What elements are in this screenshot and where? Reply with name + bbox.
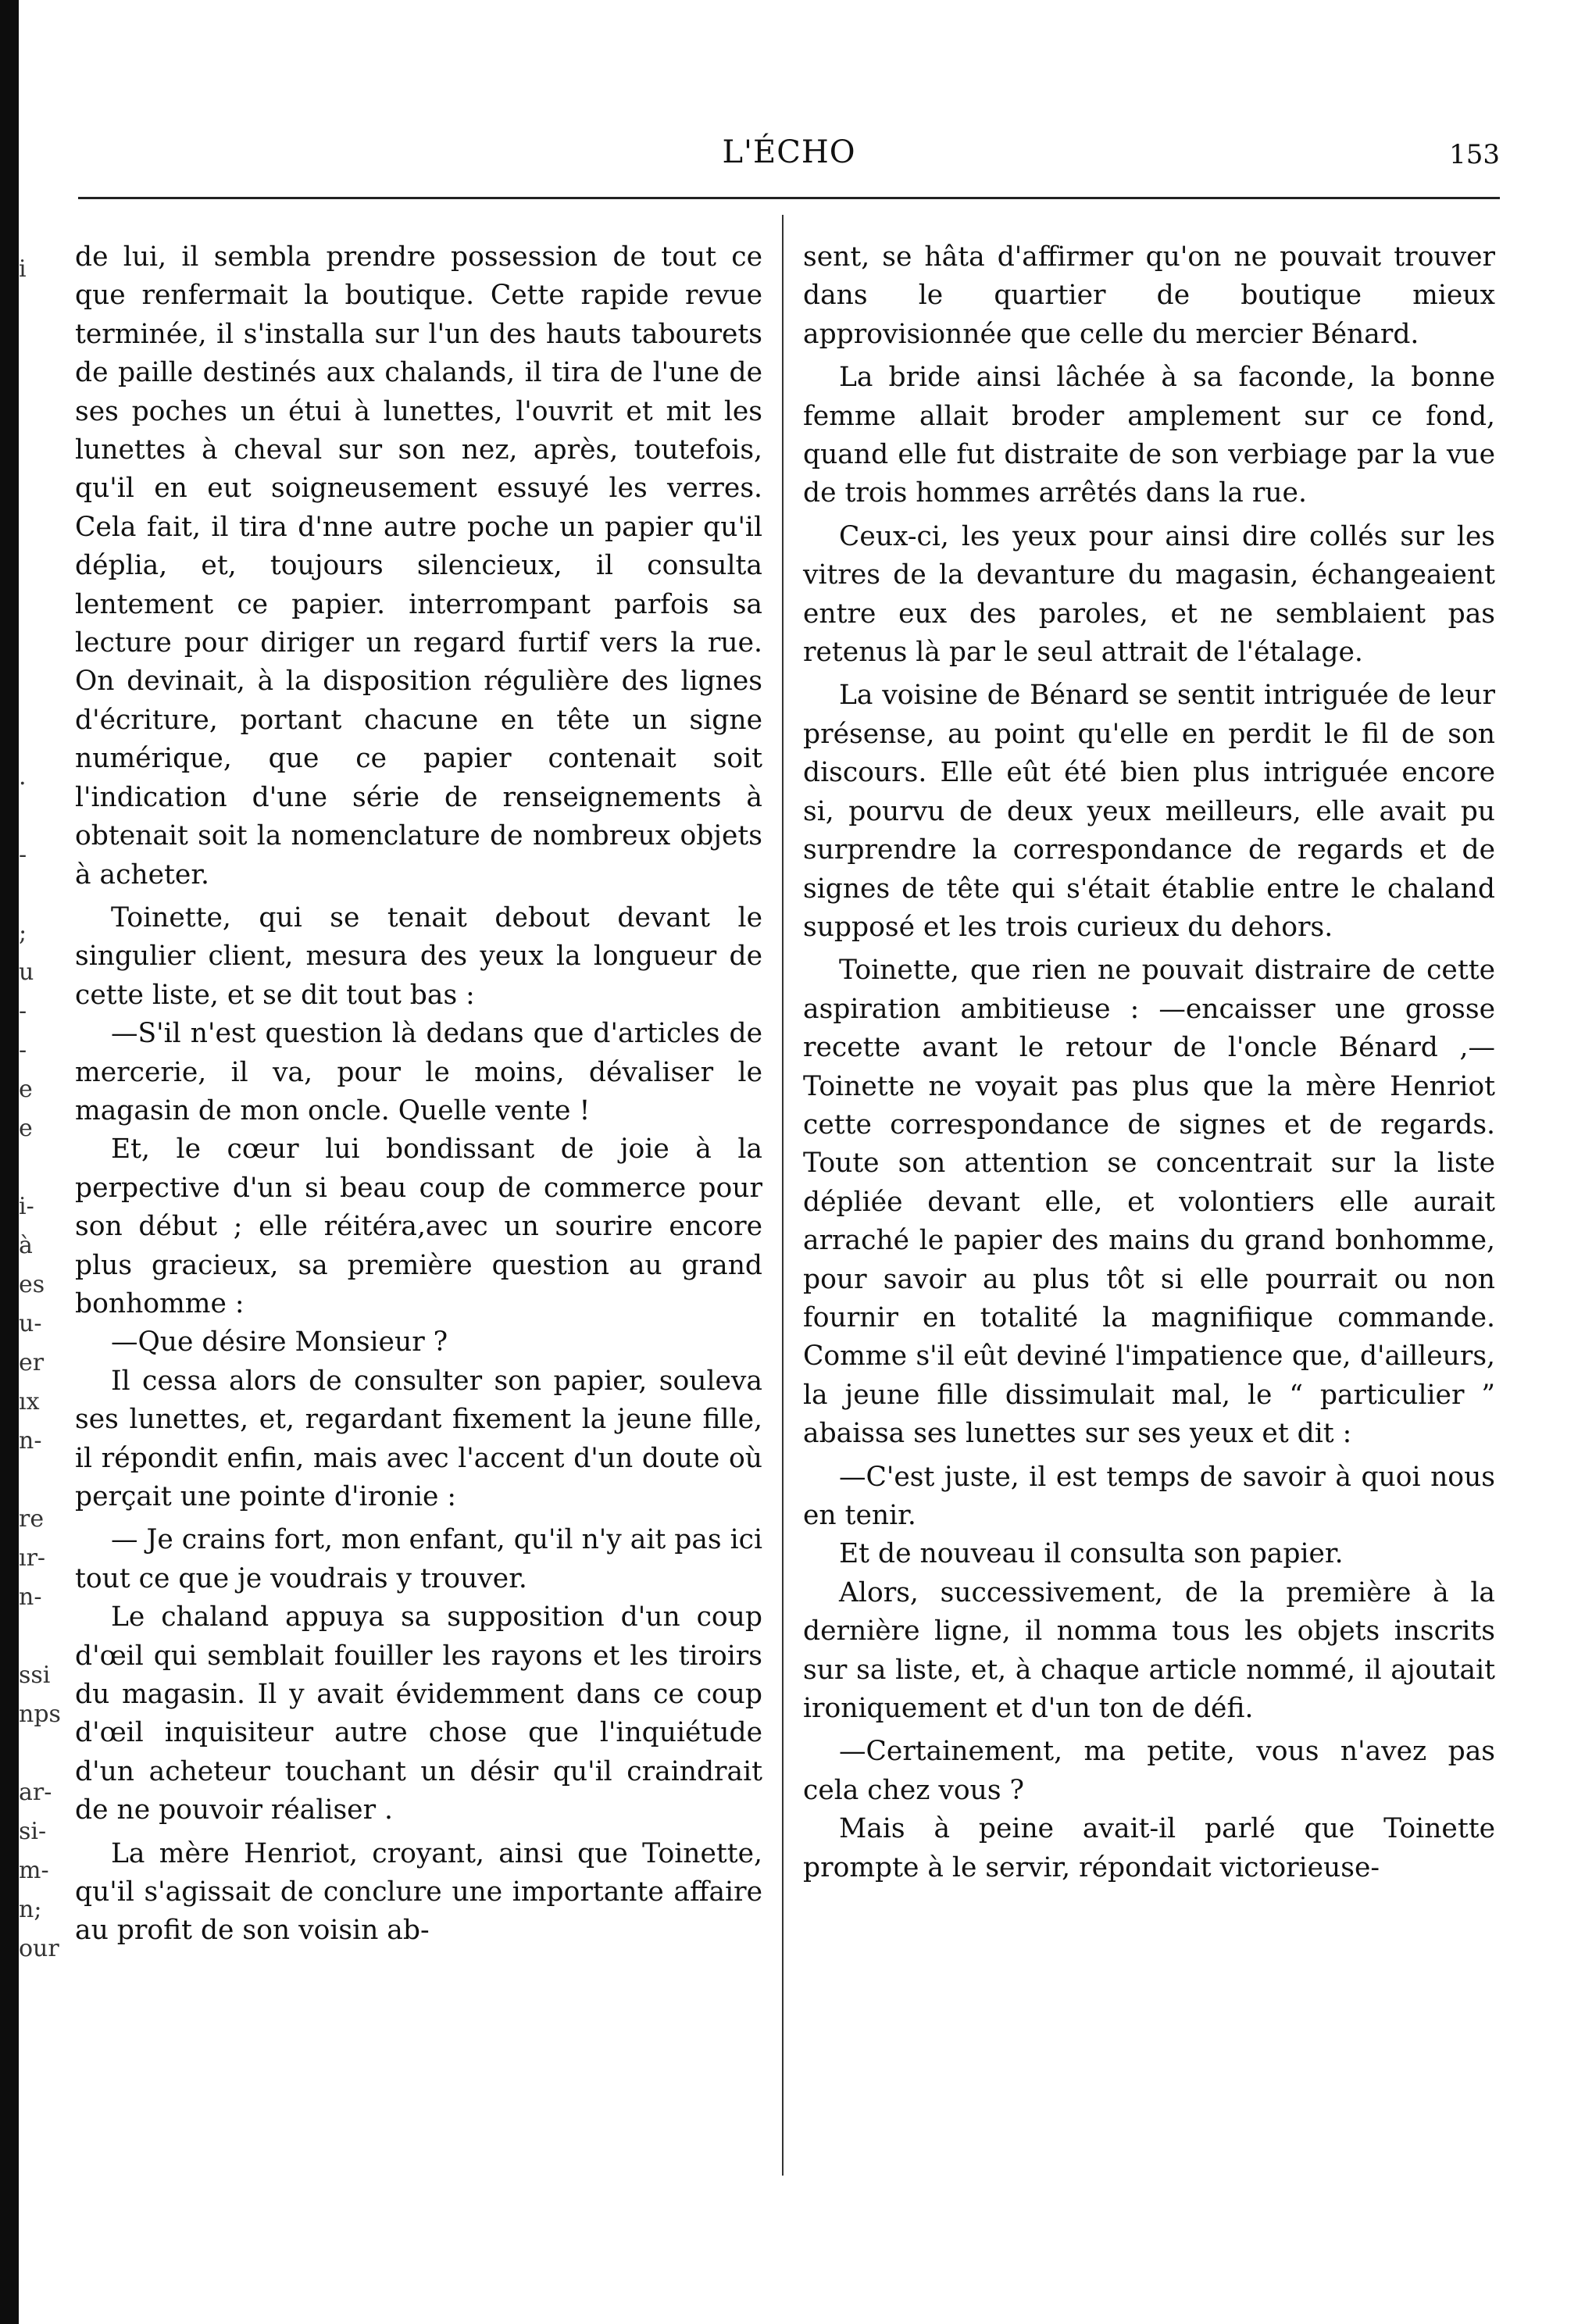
- fragment-line: e: [19, 1115, 33, 1142]
- fragment-line: [19, 1461, 47, 1500]
- paragraph: de lui, il sembla prendre possession de tout ce que renfermait la boutique. Cette rapide revue terminée, il s'installa sur l'un des hauts tabourets de paille destinés aux chalands, il tira de l'une de ses poches un étui à lunettes, l'ouvrit et mit les lunettes à cheval sur son nez, après, toutefois, qu'il en eut soigneusement essuyé les verres. Cela fait, il tira d'nne autre poche un papier qu'il déplia, et, toujours silencieux, il consulta lentement ce papier. interrompant parfois sa lecture pour diriger un regard furtif vers la rue. On devinait, à la disposition régulière des lignes d'écriture, portant chacune en tête un signe numérique, que ce papier contenait soit l'indication d'une série de renseignements à obtenait soit la nomenclature de nombreux objets à acheter.: [75, 241, 762, 891]
- fragment-line: si-: [19, 1818, 47, 1845]
- paragraph: Et, le cœur lui bondissant de joie à la perpective d'un si beau coup de commerce pour son début ; elle réitéra,avec un sourire encore plus gracieux, sa première question au grand bonhomme :: [75, 1133, 762, 1319]
- fragment-line: [19, 875, 47, 914]
- fragment-line: our: [19, 1935, 59, 1962]
- fragment-line: n;: [19, 1896, 42, 1923]
- fragment-line: -: [19, 1037, 27, 1064]
- fragment-line: i-: [19, 1193, 34, 1220]
- column-divider: [782, 215, 784, 2176]
- fragment-line: .: [19, 763, 27, 791]
- fragment-line: -: [19, 998, 27, 1025]
- paragraph: — Je crains fort, mon enfant, qu'il n'y ait pas ici tout ce que je voudrais y trouver.: [75, 1524, 762, 1594]
- fragment-line: es: [19, 1271, 45, 1298]
- fragment-line: [19, 641, 47, 680]
- paragraph: Et de nouveau il consulta son papier.: [839, 1538, 1344, 1570]
- fragment-line: [19, 680, 47, 719]
- fragment-line: [19, 484, 47, 523]
- fragment-line: ıx: [19, 1388, 40, 1415]
- paragraph: Il cessa alors de consulter son papier, souleva ses lunettes, et, regardant fixement la jeune fille, il répondit enfin, mais avec l'accent d'un doute où perçait une pointe d'ironie :: [75, 1365, 762, 1512]
- paragraph: —C'est juste, il est temps de savoir à quoi nous en tenir.: [803, 1461, 1495, 1531]
- fragment-line: [19, 1617, 47, 1656]
- paragraph: Toinette, qui se tenait debout devant le singulier client, mesura des yeux la longueur de cette liste, et se dit tout bas :: [75, 901, 762, 1011]
- fragment-line: [19, 562, 47, 602]
- fragment-line: [19, 328, 47, 367]
- paragraph: —S'il n'est question là dedans que d'articles de mercerie, il va, pour le moins, dévaliser le magasin de mon oncle. Quelle vente !: [75, 1018, 762, 1126]
- fragment-line: i: [19, 255, 27, 283]
- fragment-line: ır-: [19, 1544, 46, 1572]
- paragraph: Alors, successivement, de la première à la dernière ligne, il nomma tous les objets inscrits sur sa liste, et, à chaque article nommé, il ajoutait ironiquement et d'un ton de défi.: [803, 1576, 1495, 1725]
- paragraph: Toinette, que rien ne pouvait distraire de cette aspiration ambitieuse : —encaisser une grosse recette avant le retour de l'oncle Bénard ,—Toinette ne voyait pas plus que la mère Henriot cette correspondance de signes et de regards. Toute son attention se concentrait sur la liste dépliée devant elle, et volontiers elle aurait arraché le papier des mains du grand bonhomme, pour savoir au plus tôt si elle pourrait ou non fournir en totalité la magnifiique commande. Comme s'il eût deviné l'impatience que, d'ailleurs, la jeune fille dissimulait mal, le “ particulier ” abaissa ses lunettes sur ses yeux et dit :: [803, 955, 1495, 1450]
- fragment-line: ar-: [19, 1779, 52, 1806]
- fragment-line: er: [19, 1349, 45, 1376]
- paragraph: sent, se hâta d'affirmer qu'on ne pouvait trouver dans le quartier de boutique mieux approvisionnée que celle du mercier Bénard.: [803, 241, 1495, 350]
- fragment-line: [19, 445, 47, 484]
- fragment-line: -: [19, 841, 27, 869]
- fragment-line: n-: [19, 1583, 42, 1611]
- paragraph: La voisine de Bénard se sentit intriguée de leur présense, au point qu'elle en perdit le fil de son discours. Elle eût été bien plus intriguée encore si, pourvu de deux yeux meilleurs, elle avait pu surprendre la correspondance de regards et de signes de tête qui s'était établie entre le chaland supposé et les trois curieux du dehors.: [803, 680, 1495, 943]
- fragment-line: e: [19, 1076, 33, 1103]
- page-header: [78, 125, 1500, 172]
- fragment-line: [19, 289, 47, 328]
- left-column: [75, 238, 762, 2168]
- fragment-line: [19, 719, 47, 758]
- fragment-line: [19, 797, 47, 836]
- paragraph: Ceux-ci, les yeux pour ainsi dire collés sur les vitres de la devanture du magasin, échangeaient entre eux des paroles, et ne semblaient pas retenus là par le seul attrait de l'étalage.: [803, 520, 1495, 669]
- header-rule: [78, 197, 1500, 199]
- fragment-line: n-: [19, 1427, 42, 1455]
- fragment-line: à: [19, 1232, 33, 1259]
- fragment-line: m-: [19, 1857, 49, 1884]
- fragment-line: [19, 523, 47, 562]
- right-column: [803, 238, 1495, 2168]
- fragment-line: [19, 406, 47, 445]
- paragraph: La mère Henriot, croyant, ainsi que Toinette, qu'il s'agissait de conclure une importante affaire au profit de son voisin ab-: [75, 1837, 762, 1947]
- paragraph: La bride ainsi lâchée à sa faconde, la bonne femme allait broder amplement sur ce fond, quand elle fut distraite de son verbiage par la vue de trois hommes arrêtés dans la rue.: [803, 362, 1495, 509]
- fragment-line: u: [19, 959, 34, 986]
- paragraph: Mais à peine avait-il parlé que Toinette prompte à le servir, répondait victorieuse-: [803, 1813, 1495, 1883]
- fragment-line: ;: [19, 919, 27, 947]
- running-title: L'ÉCHO: [722, 134, 856, 170]
- fragment-line: re: [19, 1505, 45, 1533]
- paragraph: Le chaland appuya sa supposition d'un coup d'œil qui semblait fouiller les rayons et les tiroirs du magasin. Il y avait évidemment dans ce coup d'œil inquisiteur autre chose que l'inquiétude d'un acheteur touchant un désir qu'il craindrait de ne pouvoir réaliser .: [75, 1601, 762, 1826]
- fragment-line: ssi: [19, 1662, 51, 1689]
- adjacent-page-fragments: [19, 250, 61, 1969]
- fragment-line: u-: [19, 1310, 42, 1337]
- page-number: 153: [1449, 139, 1500, 170]
- binding-edge: [0, 0, 19, 2324]
- fragment-line: nps: [19, 1701, 61, 1728]
- fragment-line: [19, 1734, 47, 1773]
- fragment-line: [19, 1148, 47, 1187]
- paragraph: —Certainement, ma petite, vous n'avez pas cela chez vous ?: [803, 1736, 1495, 1806]
- fragment-line: [19, 367, 47, 406]
- fragment-line: [19, 602, 47, 641]
- paragraph: —Que désire Monsieur ?: [111, 1326, 448, 1358]
